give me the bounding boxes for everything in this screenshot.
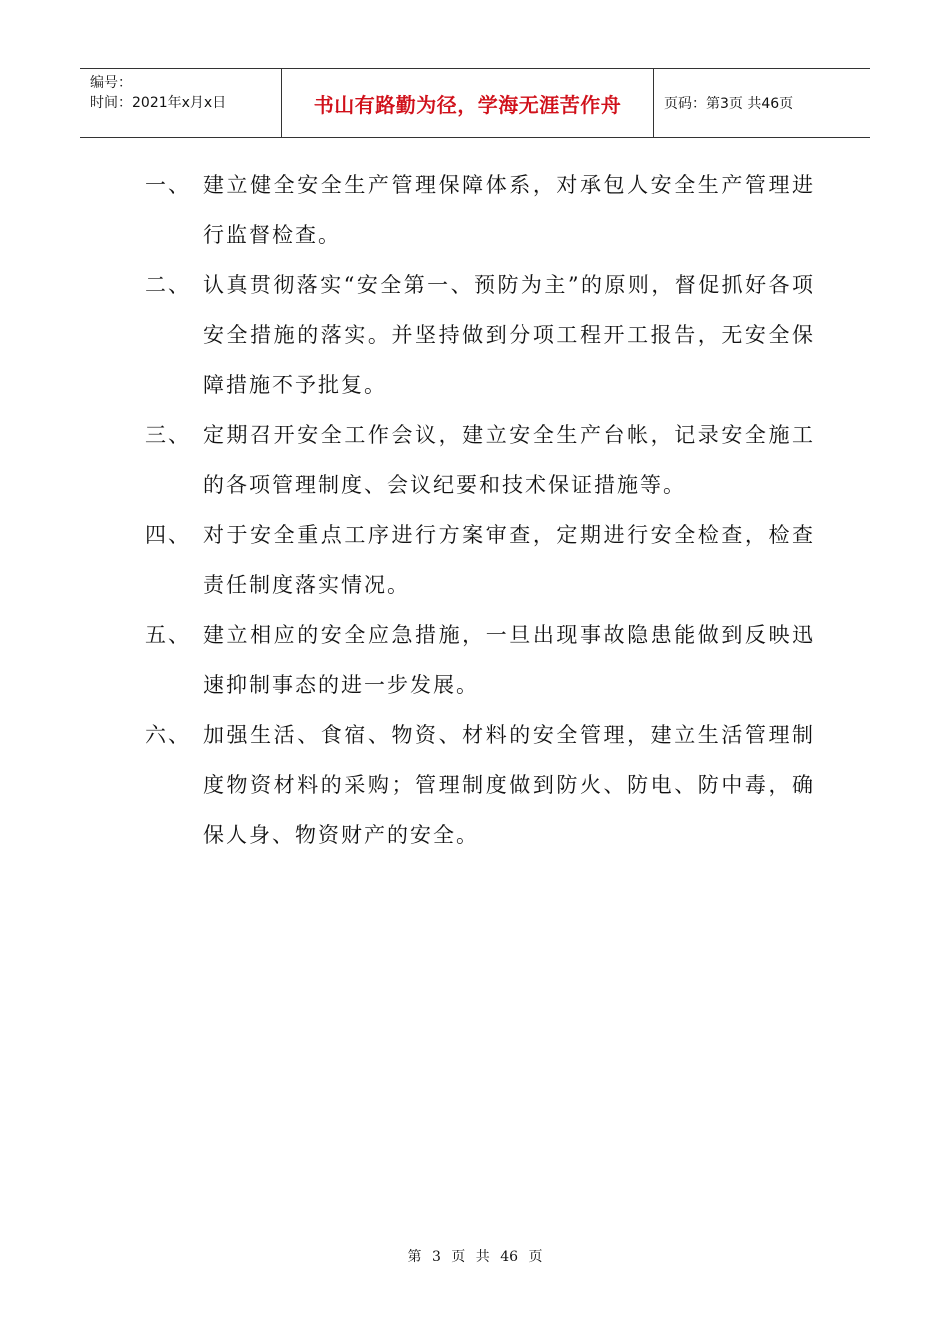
- document-date: 时间：2021年x月x日: [90, 95, 227, 111]
- list-item-number: 三、: [145, 423, 191, 447]
- list-item-text: 加强生活、食宿、物资、材料的安全管理，建立生活管理制度物资材料的采购；管理制度做到防火、防电、防中毒，确保人身、物资财产的安全。: [203, 723, 815, 847]
- list-item-text: 认真贯彻落实“安全第一、预防为主”的原则，督促抓好各项安全措施的落实。并坚持做到分项工程开工报告，无安全保障措施不予批复。: [203, 273, 815, 397]
- header-page-info: 页码：第3页 共46页: [664, 96, 794, 112]
- list-item-text: 建立健全安全生产管理保障体系，对承包人安全生产管理进行监督检查。: [203, 173, 815, 247]
- list-item-number: 一、: [145, 173, 191, 197]
- list-item-number: 五、: [145, 623, 191, 647]
- list-item-number: 二、: [145, 273, 191, 297]
- page-footer: 第 3 页 共 46 页: [407, 1249, 543, 1265]
- list-item: [145, 610, 815, 710]
- list-item-text: 定期召开安全工作会议，建立安全生产台帐，记录安全施工的各项管理制度、会议纪要和技术保证措施等。: [203, 423, 815, 497]
- list-item: [145, 160, 815, 260]
- document-number-label: 编号：: [90, 75, 132, 91]
- list-item: [145, 260, 815, 410]
- document-body: [145, 160, 815, 860]
- list-item: [145, 510, 815, 610]
- list-item-text: 建立相应的安全应急措施，一旦出现事故隐患能做到反映迅速抑制事态的进一步发展。: [203, 623, 815, 697]
- page-header: [80, 68, 870, 138]
- list-item-number: 四、: [145, 523, 191, 547]
- list-item-text: 对于安全重点工序进行方案审查，定期进行安全检查，检查责任制度落实情况。: [203, 523, 815, 597]
- list-item: [145, 410, 815, 510]
- header-meta: [80, 69, 282, 137]
- list-item-number: 六、: [145, 723, 191, 747]
- list-item: [145, 710, 815, 860]
- header-motto: 书山有路勤为径，学海无涯苦作舟: [282, 69, 654, 137]
